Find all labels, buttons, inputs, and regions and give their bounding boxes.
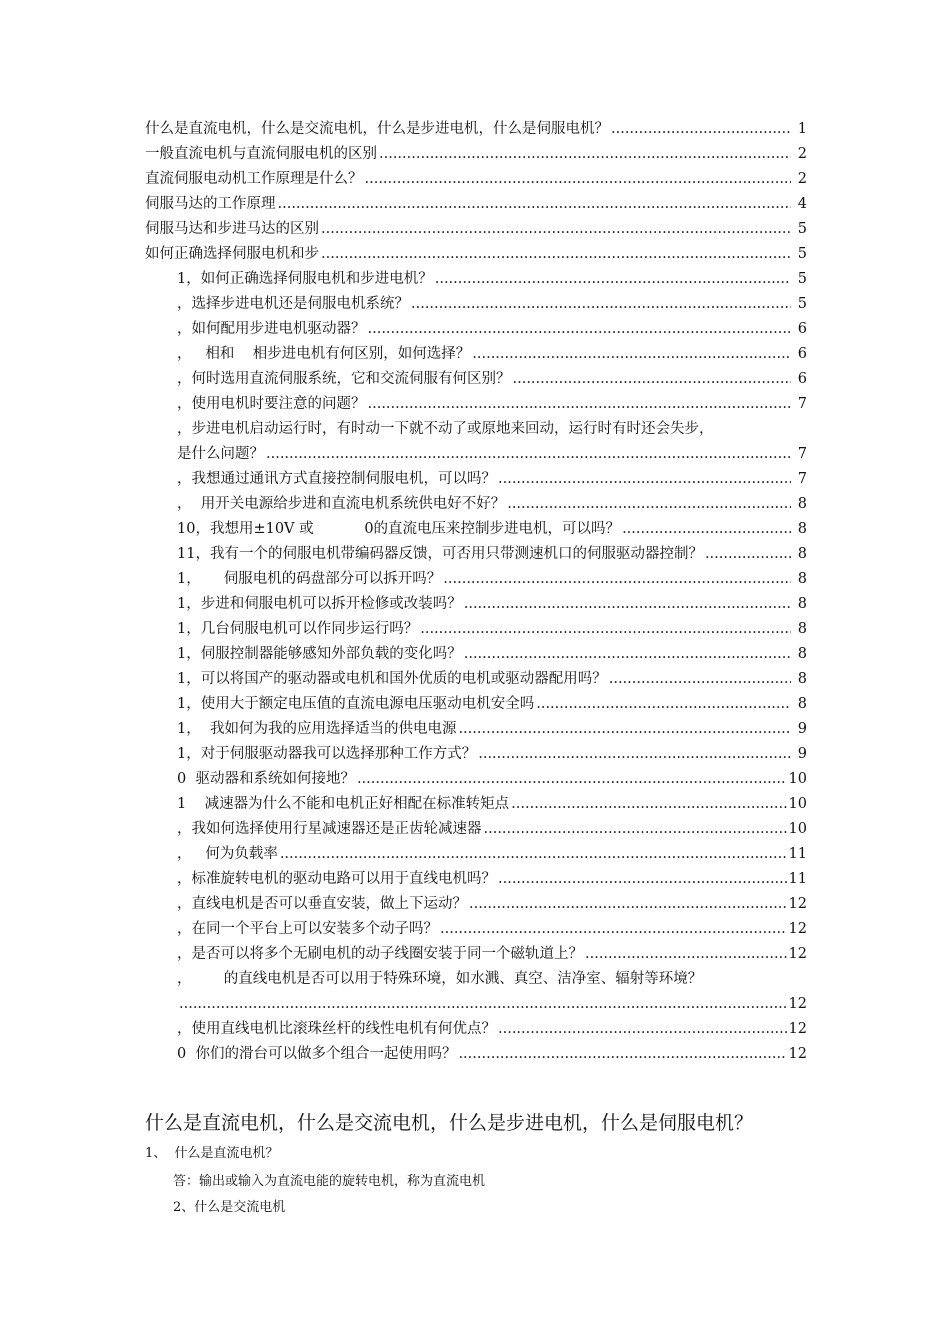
toc-dot-leader [513,367,792,392]
toc-dot-leader [511,792,786,817]
toc-page-number: 8 [797,596,807,612]
toc-entry[interactable] [145,267,807,292]
toc-dot-leader [443,567,791,592]
toc-entry[interactable] [145,142,807,167]
toc-entry-title: ，使用直线电机比滚珠丝杆的线性电机有何优点？ [177,1021,496,1037]
toc-entry[interactable] [145,892,807,917]
toc-dot-leader [458,1042,786,1067]
toc-entry[interactable] [145,592,807,617]
toc-entry[interactable] [145,867,807,892]
toc-entry-title: 1，伺服控制器能够感知外部负载的变化吗？ [177,646,462,662]
toc-page-number: 12 [788,1021,807,1037]
toc-entry[interactable] [145,192,807,217]
toc-page-number: 6 [797,346,807,362]
toc-page-number: 8 [797,671,807,687]
toc-dot-leader [368,317,792,342]
toc-entry[interactable] [145,692,807,717]
toc-entry-title: ，标准旋转电机的驱动电路可以用于直线电机吗？ [177,871,496,887]
toc-page-number: 10 [788,796,807,812]
toc-dot-leader [321,217,791,242]
toc-entry-title: 1 减速器为什么不能和电机正好相配在标准转矩点 [177,796,510,812]
section-heading: 什么是直流电机，什么是交流电机，什么是步进电机，什么是伺服电机？ [145,1112,754,1134]
toc-entry-title: 11，我有一个的伺服电机带编码器反馈，可否用只带测速机口的伺服驱动器控制？ [177,546,703,562]
toc-entry[interactable] [145,642,807,667]
toc-entry-title: ，步进电机启动运行时，有时动一下就不动了或原地来回动，运行时有时还会失步， [177,421,714,437]
toc-page-number: 2 [797,171,807,187]
toc-page-number: 12 [788,896,807,912]
toc-entry[interactable] [145,1017,807,1042]
toc-page-number: 12 [788,996,807,1012]
toc-entry-title: 直流伺服电动机工作原理是什么？ [145,171,363,187]
toc-page-number: 10 [788,771,807,787]
toc-entry[interactable] [145,667,807,692]
toc-entry[interactable] [145,292,807,317]
toc-dot-leader [478,742,791,767]
answer-1: 答：输出或输入为直流电能的旋转电机，称为直流电机 [173,1174,486,1189]
toc-entry[interactable] [145,567,807,592]
toc-entry-title: 1， 我如何为我的应用选择适当的供电电源 [177,721,457,737]
toc-page-number: 4 [797,196,807,212]
toc-dot-leader [278,192,792,217]
toc-entry-title: ， 的直线电机是否可以用于特殊环境，如水溅、真空、洁净室、辐射等环境？ [177,971,703,987]
toc-dot-leader [379,142,791,167]
toc-entry-title: 1，几台伺服电机可以作同步运行吗？ [177,621,419,637]
toc-entry[interactable] [145,442,807,467]
toc-entry[interactable] [145,817,807,842]
toc-dot-leader [472,342,791,367]
toc-entry[interactable] [145,417,807,442]
toc-page-number: 8 [797,546,807,562]
toc-dot-leader [498,867,787,892]
toc-dot-leader [458,717,791,742]
toc-entry-title: 10，我想用±10V 或 0的直流电压来控制步进电机，可以吗？ [177,521,621,537]
toc-entry-title: 伺服马达和步进马达的区别 [145,221,319,237]
toc-page-number: 8 [797,696,807,712]
toc-entry[interactable] [145,967,807,992]
toc-entry[interactable] [145,842,807,867]
toc-page-number: 9 [797,746,807,762]
toc-entry-title: 什么是直流电机，什么是交流电机，什么是步进电机，什么是伺服电机？ [145,121,609,137]
toc-page-number: 9 [797,721,807,737]
toc-entry-title: 1， 伺服电机的码盘部分可以拆开吗？ [177,571,442,587]
toc-entry-title: 伺服马达的工作原理 [145,196,276,212]
toc-entry-title: ，在同一个平台上可以安装多个动子吗？ [177,921,438,937]
toc-entry[interactable] [145,217,807,242]
toc-dot-leader [420,617,791,642]
toc-entry[interactable] [145,992,807,1017]
toc-entry[interactable] [145,1042,807,1067]
toc-dot-leader [484,817,787,842]
toc-page-number: 6 [797,371,807,387]
toc-page-number: 12 [788,946,807,962]
toc-dot-leader [507,492,791,517]
toc-entry-title: ，使用电机时要注意的问题？ [177,396,366,412]
toc-entry[interactable] [145,392,807,417]
toc-page-number: 11 [788,846,807,862]
toc-dot-leader [440,917,787,942]
toc-dot-leader [435,267,791,292]
question-1: 1、 什么是直流电机？ [145,1146,279,1161]
toc-entry-title: 1，如何正确选择伺服电机和步进电机？ [177,271,433,287]
toc-entry[interactable] [145,517,807,542]
toc-dot-leader [411,292,791,317]
toc-entry[interactable] [145,342,807,367]
toc-entry[interactable] [145,742,807,767]
toc-entry[interactable] [145,167,807,192]
toc-page-number: 8 [797,646,807,662]
toc-dot-leader [357,767,787,792]
toc-entry-title: ，是否可以将多个无刷电机的动子线圈安装于同一个磁轨道上？ [177,946,583,962]
table-of-contents [145,117,807,1067]
toc-page-number: 7 [797,396,807,412]
toc-dot-leader [611,117,791,142]
toc-entry-title: 一般直流电机与直流伺服电机的区别 [145,146,377,162]
toc-entry-title: ，我如何选择使用行星减速器还是正齿轮减速器 [177,821,482,837]
toc-dot-leader [609,667,791,692]
toc-entry[interactable] [145,542,807,567]
toc-dot-leader [622,517,791,542]
toc-page-number: 5 [797,271,807,287]
toc-dot-leader [368,392,792,417]
toc-entry-title: ，何时选用直流伺服系统，它和交流伺服有何区别？ [177,371,511,387]
toc-dot-leader [280,842,787,867]
toc-dot-leader [536,692,791,717]
toc-entry-title: 1，使用大于额定电压值的直流电源电压驱动电机安全吗 [177,696,535,712]
toc-page-number: 8 [797,521,807,537]
toc-dot-leader [705,542,791,567]
toc-entry[interactable] [145,717,807,742]
toc-page-number: 10 [788,821,807,837]
toc-page-number: 7 [797,471,807,487]
question-2: 2、什么是交流电机 [173,1200,286,1215]
toc-entry[interactable] [145,317,807,342]
toc-entry-title: ， 用开关电源给步进和直流电机系统供电好不好？ [177,496,506,512]
toc-dot-leader [266,442,791,467]
toc-entry[interactable] [145,617,807,642]
toc-entry[interactable] [145,767,807,792]
toc-entry[interactable] [145,492,807,517]
section-body [145,1110,845,1218]
toc-entry-title: 是什么问题？ [177,446,264,462]
toc-dot-leader [464,642,791,667]
toc-entry-title: 1，对于伺服驱动器我可以选择那种工作方式？ [177,746,477,762]
toc-page-number: 11 [788,871,807,887]
toc-entry[interactable] [145,367,807,392]
toc-entry-title: ， 何为负载率 [177,846,278,862]
toc-dot-leader [179,992,787,1017]
toc-entry-title: 0 驱动器和系统如何接地？ [177,771,355,787]
toc-dot-leader [321,242,791,267]
toc-dot-leader [498,467,791,492]
toc-dot-leader [365,167,792,192]
toc-page-number: 2 [797,146,807,162]
toc-entry[interactable] [145,917,807,942]
toc-dot-leader [585,942,787,967]
toc-dot-leader [464,592,791,617]
toc-entry-title: ，直线电机是否可以垂直安装，做上下运动？ [177,896,467,912]
toc-entry-title: ， 相和 相步进电机有何区别，如何选择？ [177,346,471,362]
toc-page-number: 5 [797,246,807,262]
toc-entry-title: 0 你们的滑台可以做多个组合一起使用吗？ [177,1046,457,1062]
toc-page-number: 8 [797,571,807,587]
toc-entry-title: ，选择步进电机还是伺服电机系统？ [177,296,409,312]
toc-entry[interactable] [145,242,807,267]
toc-page-number: 7 [797,446,807,462]
toc-entry[interactable] [145,117,807,142]
toc-entry[interactable] [145,792,807,817]
toc-page-number: 8 [797,621,807,637]
toc-page-number: 8 [797,496,807,512]
toc-entry[interactable] [145,467,807,492]
toc-page-number: 12 [788,1046,807,1062]
toc-entry-title: 1，可以将国产的驱动器或电机和国外优质的电机或驱动器配用吗？ [177,671,607,687]
toc-entry-title: ，如何配用步进电机驱动器？ [177,321,366,337]
toc-page-number: 6 [797,321,807,337]
toc-page-number: 5 [797,296,807,312]
toc-page-number: 1 [797,121,807,137]
toc-dot-leader [469,892,787,917]
toc-page-number: 5 [797,221,807,237]
toc-entry[interactable] [145,942,807,967]
toc-dot-leader [498,1017,787,1042]
toc-entry-title: 1，步进和伺服电机可以拆开检修或改装吗？ [177,596,462,612]
toc-entry-title: ，我想通过通讯方式直接控制伺服电机，可以吗？ [177,471,496,487]
toc-entry-title: 如何正确选择伺服电机和步 [145,246,319,262]
toc-page-number: 12 [788,921,807,937]
